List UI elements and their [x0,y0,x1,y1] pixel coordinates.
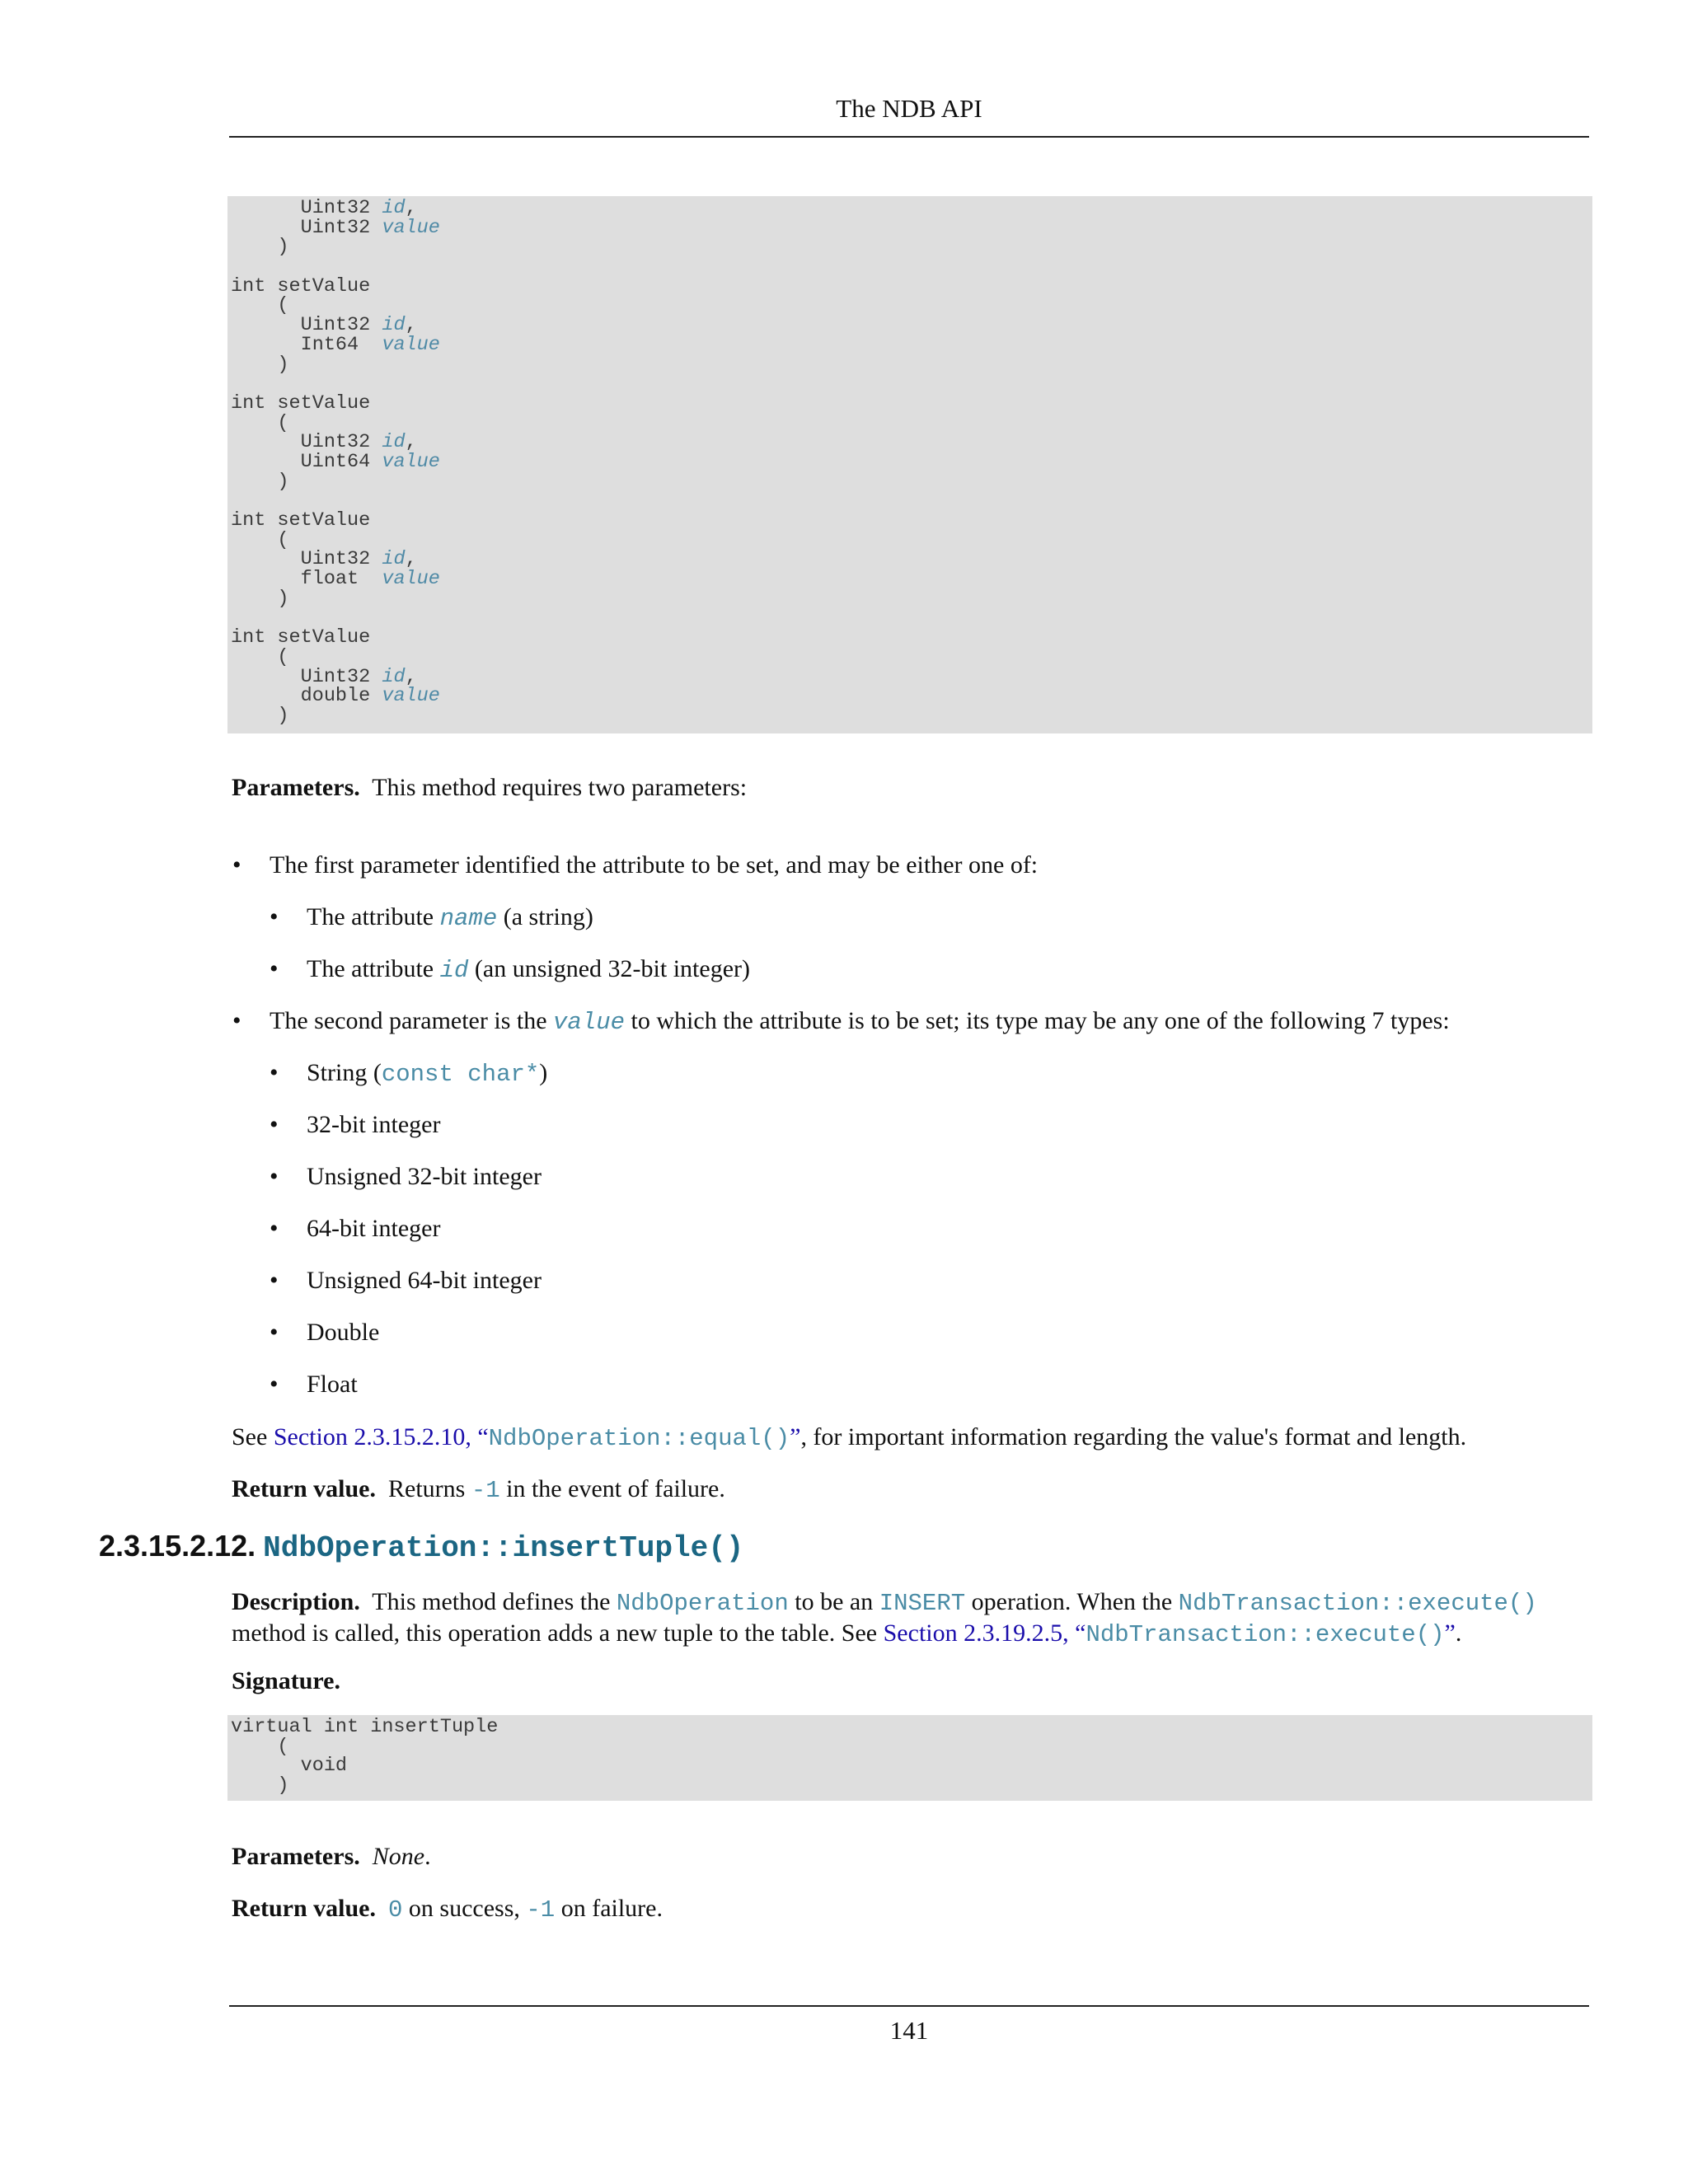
page-number: 141 [889,2016,929,2045]
code-line: void [231,1755,348,1778]
code-line: int setValue [231,626,371,649]
code-line: ( [231,1735,289,1758]
type-item: 32-bit integer [307,1111,441,1138]
first-param-text: The first parameter identified the attribute to be set, and may be either one of: [270,851,1039,879]
code-line [231,608,440,628]
code-block-setvalue [227,196,1592,733]
type-item: Double [307,1319,380,1346]
parameters-label: Parameters. [232,774,360,801]
code-id: id [439,957,469,984]
return-value-paragraph-2: Return value. 0 on success, -1 on failure. [232,1895,663,1924]
see-also-paragraph: See Section 2.3.15.2.10, “NdbOperation::equal()”, for important information regarding the value's format and length. [232,1423,1467,1452]
description-paragraph: Description. This method defines the NdbOperation to be an INSERT operation. When the NdbTransaction::execute() method is called, this operation adds a new tuple to the table. See Section 2.3.19.2.5, “NdbTransaction::execute()”. [232,1588,1537,1648]
code-line: Uint32 id, [231,197,417,219]
section-number: 2.3.15.2.12. [99,1529,256,1563]
bullet-icon: • [270,955,279,982]
parameters-text: This method requires two parameters: [372,774,748,801]
code-line: double value [231,685,440,708]
second-param-text: The second parameter is the value to which the attribute is to be set; its type may be any one of the following 7 types: [270,1007,1450,1036]
code-minus-one: -1 [471,1477,500,1504]
code-line: Uint32 id, [231,665,417,688]
code-line: Int64 value [231,333,440,356]
bullet-icon: • [270,1267,279,1294]
code-listing [231,199,440,726]
code-line: Uint32 value [231,216,440,239]
header-rule [229,136,1589,138]
type-item: Unsigned 64-bit integer [307,1267,542,1294]
first-param-option-id: The attribute id (an unsigned 32-bit integer) [307,955,750,984]
code-name: name [439,905,498,932]
bullet-icon: • [232,1007,241,1034]
running-header: The NDB API [836,94,982,123]
code-line: Uint32 id, [231,548,417,571]
code-line: ) [231,704,289,727]
code-listing [231,1718,498,1796]
parameters-paragraph [232,773,747,803]
code-const-char: const char* [381,1061,540,1088]
code-line: Uint64 value [231,450,440,473]
code-line: ) [231,353,289,376]
code-line: float value [231,568,440,591]
code-block-inserttuple [227,1715,1592,1801]
type-item: 64-bit integer [307,1215,441,1242]
bullet-icon: • [270,1319,279,1346]
section-title: NdbOperation::insertTuple() [263,1531,744,1565]
bullet-icon: • [270,1215,279,1242]
bullet-icon: • [270,903,279,930]
parameters-paragraph-2: Parameters. None. [232,1843,431,1870]
first-param-option-name: The attribute name (a string) [307,903,593,932]
section-link-equal[interactable]: Section 2.3.15.2.10, “NdbOperation::equal()” [273,1423,801,1452]
type-item: Unsigned 32-bit integer [307,1163,542,1190]
code-line: Uint32 id, [231,431,417,454]
code-line: ( [231,411,289,434]
bullet-icon: • [270,1371,279,1398]
code-line: ) [231,1774,289,1797]
code-line [231,374,440,394]
code-line: ) [231,236,289,259]
bullet-icon: • [232,851,241,879]
footer-rule [229,2005,1589,2007]
code-line: ) [231,587,289,610]
code-line [231,491,440,511]
code-line: int setValue [231,391,371,415]
code-value: value [553,1009,626,1036]
code-line: virtual int insertTuple [231,1716,499,1738]
section-link-execute[interactable]: Section 2.3.19.2.5, “NdbTransaction::execute()” [883,1619,1456,1648]
code-line: Uint32 id, [231,314,417,337]
code-line: ) [231,470,289,493]
code-line: ( [231,528,289,551]
code-line: int setValue [231,509,371,532]
section-heading [99,1528,743,1567]
code-line: ( [231,645,289,668]
code-line [231,257,440,277]
code-line: ( [231,294,289,317]
signature-label: Signature. [232,1667,340,1694]
code-line: int setValue [231,274,371,298]
type-item: Float [307,1371,358,1398]
bullet-icon: • [270,1059,279,1086]
type-string: String (const char*) [307,1059,548,1088]
bullet-icon: • [270,1163,279,1190]
return-value-paragraph: Return value. Returns -1 in the event of failure. [232,1475,725,1504]
bullet-icon: • [270,1111,279,1138]
